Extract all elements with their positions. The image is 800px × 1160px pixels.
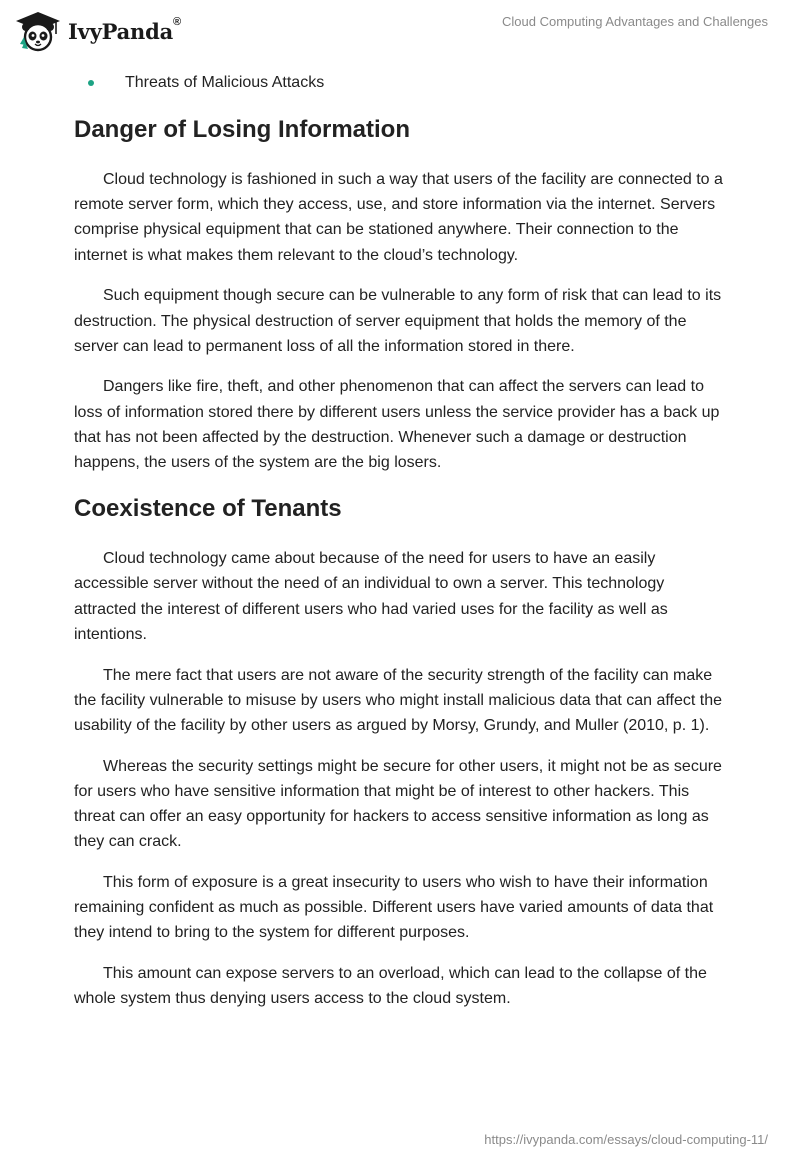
paragraph: This form of exposure is a great insecurity to users who wish to have their information remaining confident as much as possible. Different users have varied amounts of data that they intend to bring to the system for different purposes. (74, 873, 714, 942)
list-item-text: Threats of Malicious Attacks (125, 74, 325, 91)
paragraph: This amount can expose servers to an overload, which can lead to the collapse of the whole system thus denying users access to the cloud system. (74, 965, 707, 1008)
section-heading: Coexistence of Tenants (74, 495, 342, 523)
source-url-link[interactable]: https://ivypanda.com/essays/cloud-computing-11/ (484, 1132, 768, 1147)
paragraph: Cloud technology is fashioned in such a way that users of the facility are connected to a remote server form, which they access, use, and store information via the internet. Servers comprise physical equipment that can be stationed anywhere. Their connection to the internet is what makes them relevant to the cloud’s technology. (74, 171, 723, 264)
paragraph: Such equipment though secure can be vulnerable to any form of risk that can lead to its destruction. The physical destruction of server equipment that holds the memory of the server can lead to permanent loss of all the information stored in there. (74, 287, 722, 355)
paragraph: The mere fact that users are not aware of the security strength of the facility can make the facility vulnerable to misuse by users who might install malicious data that can affect the usability of the facility by other users as argued by Morsy, Grundy, and Muller (2010, p. 1). (74, 666, 723, 734)
paragraph: Cloud technology came about because of the need for users to have an easily accessible server without the need of an individual to own a server. This technology attracted the interest of different users who had varied uses for the facility as well as intentions. (74, 550, 668, 643)
paragraph: Dangers like fire, theft, and other phenomenon that can affect the servers can lead to loss of information stored there by different users unless the service provider has a back up that has not been affected by the destruction. Whenever such a damage or destruction happens, the users of the system are the big losers. (74, 378, 720, 472)
section-heading: Danger of Losing Information (74, 116, 410, 143)
registered-mark: ® (173, 15, 181, 28)
panda-graduate-icon (14, 10, 62, 52)
list-item (88, 70, 724, 96)
ivypanda-logo[interactable] (14, 10, 181, 52)
essay-body (74, 70, 724, 1027)
brand-name: IvyPanda® (68, 15, 181, 44)
paragraph: Whereas the security settings might be secure for other users, it might not be as secure for users who have sensitive information that might be of interest to other hackers. This threat can offer an easy opportunity for hackers to access sensitive information as long as they can crack. (74, 757, 722, 851)
bullet-icon (88, 80, 94, 86)
document-title: Cloud Computing Advantages and Challenges (502, 14, 768, 29)
